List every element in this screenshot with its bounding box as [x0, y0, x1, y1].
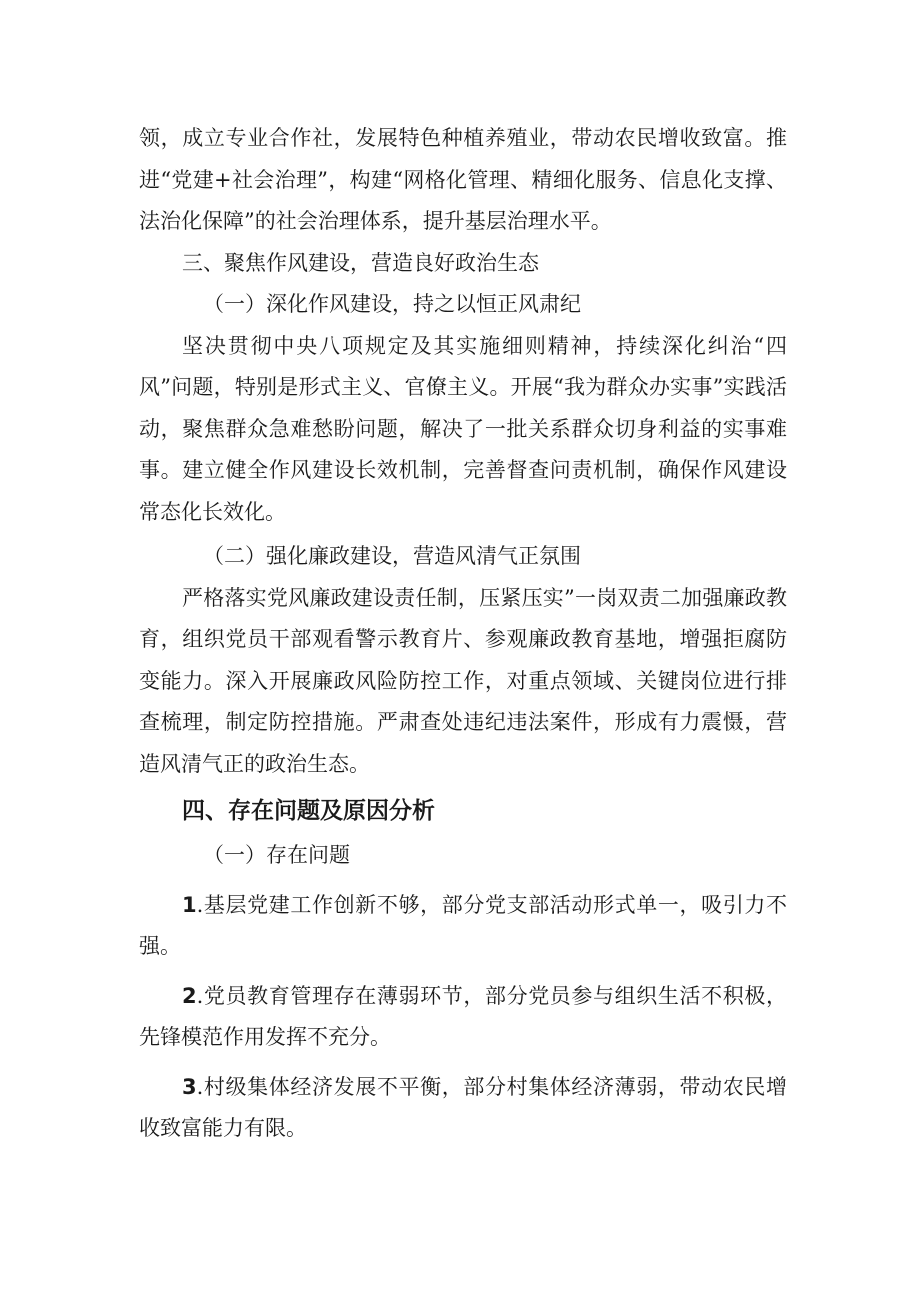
document-body	[139, 118, 787, 1150]
section-three-sub-two-body: 严格落实党风廉政建设责任制，压紧压实”一岗双责二加强廉政教育，组织党员干部观看警示教育片、参观廉政教育基地，增强拒腐防变能力。深入开展廉政风险防控工作，对重点领域、关键岗位进行排查梳理，制定防控措施。严肃查处违纪违法案件，形成有力震慑，营造风清气正的政治生态。	[139, 585, 787, 776]
list-item-text: .党员教育管理存在薄弱环节，部分党员参与组织生活不积极，先锋模范作用发挥不充分。	[139, 983, 787, 1049]
section-three-sub-one-body: 坚决贯彻中央八项规定及其实施细则精神，持续深化纠治“四风”问题，特别是形式主义、官僚主义。开展“我为群众办实事”实践活动，聚焦群众急难愁盼问题，解决了一批关系群众切身利益的实事难事。建立健全作风建设长效机制，完善督查问责机制，确保作风建设常态化长效化。	[139, 333, 787, 524]
intro-paragraph: 领，成立专业合作社，发展特色种植养殖业，带动农民增收致富。推进“党建+社会治理”，构建“网格化管理、精细化服务、信息化支撑、法治化保障”的社会治理体系，提升基层治理水平。	[139, 126, 787, 233]
list-item-number: 2	[182, 983, 197, 1008]
section-four-sub-one-title: （一）存在问题	[203, 843, 350, 867]
list-item-number: 3	[182, 1074, 197, 1099]
section-three-sub-one-title: （一）深化作风建设，持之以恒正风肃纪	[203, 292, 581, 316]
section-three-title: 三、聚焦作风建设，营造良好政治生态	[182, 250, 539, 275]
section-four-title: 四、存在问题及原因分析	[182, 798, 435, 824]
problem-list-item	[139, 1067, 787, 1150]
problem-list-item	[139, 885, 787, 968]
section-three-sub-two-title: （二）强化廉政建设，营造风清气正氛围	[203, 544, 581, 568]
list-item-number: 1	[182, 892, 197, 917]
list-item-text: .基层党建工作创新不够，部分党支部活动形式单一，吸引力不强。	[139, 892, 787, 958]
problem-list-item	[139, 976, 787, 1059]
list-item-text: .村级集体经济发展不平衡，部分村集体经济薄弱，带动农民增收致富能力有限。	[139, 1074, 787, 1140]
